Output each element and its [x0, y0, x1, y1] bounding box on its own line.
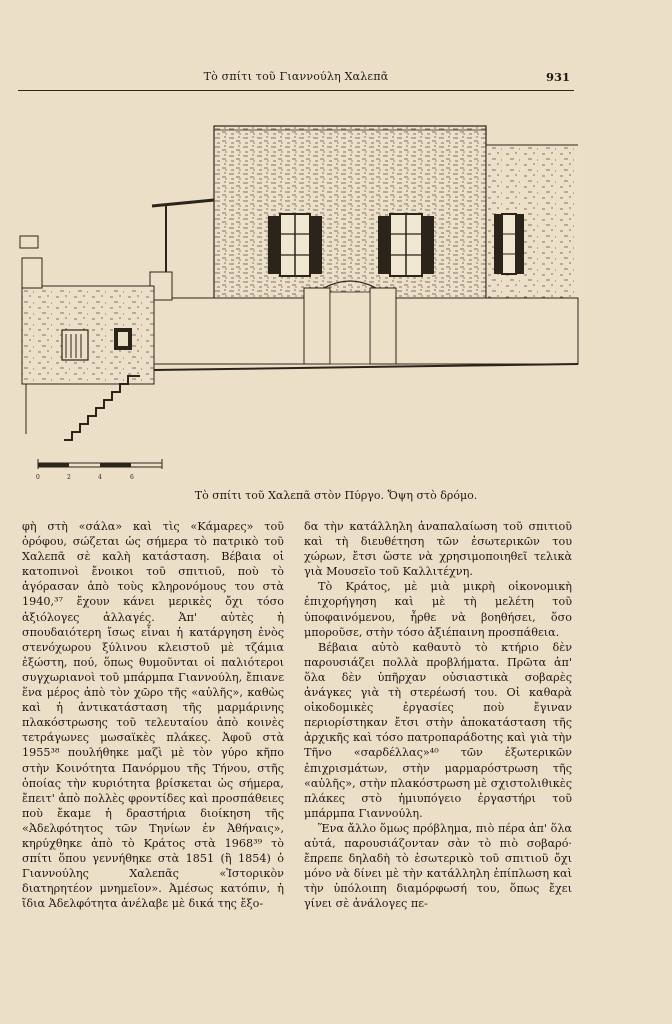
- scale-label: 4: [98, 474, 102, 481]
- figure-caption: Τὸ σπίτι τοῦ Χαλεπᾶ στὸν Πύργο. Ὄψη στὸ δρόμο.: [194, 489, 478, 502]
- window: [268, 214, 322, 276]
- courtyard-gate: [304, 281, 396, 364]
- house-elevation-drawing: [18, 118, 584, 484]
- exterior-stairs: [64, 376, 140, 440]
- pergola: [150, 200, 214, 300]
- paragraph: Βέβαια αὐτὸ καθαυτὸ τὸ κτήριο δὲν παρουσιάζει πολλὰ προβλήματα. Πρῶτα ἀπ' ὅλα δὲν ὑπῆρχαν οὐσιαστικὰ σοβαρὲς ἀνάγκες γιὰ τὴ στερέωσή του. Οἱ καθαρὰ οἰκοδομικὲς ἐργασίες ποὺ ἔγιναν περιορίστηκαν ἔτσι στὴν ἀποκατάσταση τῆς ἀρχικῆς καὶ τόσο πατροπαράδοτης καὶ γιὰ τὴν Τῆνο «σαρδέλλας»⁴⁰ τῶν ἐξωτερικῶν ἐπιχρισμάτων, στὴν μαρμαρόστρωση τῆς «αὐλῆς», στὴν πλακόστρωση μὲ σχιστολιθικὲς πλάκες στὸ ἡμιυπόγειο ἐργαστήρι τοῦ μπάρμπα Γιαννούλη.: [304, 640, 572, 820]
- right-text-column: [304, 519, 572, 911]
- paragraph: Τὸ Κράτος, μὲ μιὰ μικρὴ οἰκονομικὴ ἐπιχορήγηση καὶ μὲ τὴ μελέτη τοῦ ὑποφαινόμενου, ἦρθε νὰ βοηθήσει, ὅσο μποροῦσε, στὴν τόσο ἀξιέπαινη προσπάθεια.: [304, 580, 572, 639]
- window: [494, 214, 524, 274]
- ground-line: [154, 364, 578, 370]
- scale-bar: [36, 459, 162, 481]
- left-text-column: [22, 519, 284, 911]
- left-low-building: [20, 236, 154, 384]
- scale-label: 2: [67, 474, 71, 481]
- scale-label: 0: [36, 474, 40, 481]
- running-title: Τὸ σπίτι τοῦ Γιαννούλη Χαλεπᾶ: [203, 70, 389, 83]
- paragraph: δα τὴν κατάλληλη ἀναπαλαίωση τοῦ σπιτιοῦ καὶ τὴ διευθέτηση τῶν ἐσωτερικῶν του χώρων, ἔτσι ὥστε νὰ χρησιμοποιηθεῖ τελικὰ γιὰ Μουσεῖο τοῦ Καλλιτέχνη.: [304, 520, 572, 579]
- paragraph: Ἕνα ἄλλο ὅμως πρόβλημα, πιὸ πέρα ἀπ' ὅλα αὐτά, παρουσιάζονταν σὰν τὸ πιὸ σοβαρό· ἔπρεπε δηλαδὴ τὸ ἐσωτερικὸ τοῦ σπιτιοῦ ὄχι μόνο νὰ δίνει μὲ τὴν κατάλληλη ἐπίπλωση καὶ τὴν ὑπόλοιπη διαμόρφωσή του, ὅπως ἔχει γίνει σὲ ἀνάλογες πε-: [304, 821, 572, 911]
- scale-label: 6: [130, 474, 134, 481]
- page-number: 931: [545, 70, 570, 84]
- page-header: [18, 68, 574, 91]
- window: [378, 214, 434, 276]
- paragraph: φὴ στὴ «σάλα» καὶ τὶς «Κάμαρες» τοῦ ὀρόφου, σώζεται ὡς σήμερα τὸ πατρικὸ τοῦ Χαλεπᾶ σὲ καλὴ κατάσταση. Βέβαια οἱ κατοπινοὶ ἔνοικοι τοῦ σπιτιοῦ, ποὺ τὸ ἀγόρασαν ἀπὸ τοὺς κληρονόμους του στὰ 1940,³⁷ ἔχουν κάνει μερικὲς ὄχι τόσο ἀξιόλογες ἀλλαγές. Ἀπ' αὐτὲς ἡ σπουδαιότερη ἴσως εἶναι ἡ κατάργηση ἑνὸς στενόχωρου ξύλινου κλειστοῦ μὲ τζάμια ἐξώστη, πού, ὅπως θυμοῦνται οἱ παλιότεροι συγχωριανοὶ τοῦ μπάρμπα Γιαννούλη, ἔπιανε ἕνα μέρος ἀπὸ τὸν χῶρο τῆς «αὐλῆς», καθὼς καὶ ἡ ἀντικατάσταση τῆς μαρμάρινης πλακόστρωσης τοῦ τελευταίου ἀπὸ κοινὲς τετράγωνες μωσαϊκὲς πλάκες. Ἀφοῦ στὰ 1955³⁸ πουλήθηκε μαζὶ μὲ τὸν γύρο κῆπο στὴν Κοινότητα Πανόρμου τῆς Τήνου, στῆς ὁποίας τὴν κυριότητα βρίσκεται ὡς σήμερα, ἔπειτ' ἀπὸ πολλὲς φροντίδες καὶ προσπάθειες ποὺ ἔκαμε ἡ δραστήρια διοίκηση τῆς «Ἀδελφότητος τῶν Τηνίων ἐν Ἀθήναις», κηρύχθηκε ἀπὸ τὸ Κράτος στὰ 1968³⁹ τὸ σπίτι ὅπου γεννήθηκε στὰ 1851 (ἢ 1854) ὁ Γιαννούλης Χαλεπᾶς «Ἱστορικὸν διατηρητέον μνημεῖον». Ἀμέσως κατόπιν, ἡ ἴδια Ἀδελφότητα ἀνέλαβε μὲ δικά της ἔξο-: [22, 520, 284, 911]
